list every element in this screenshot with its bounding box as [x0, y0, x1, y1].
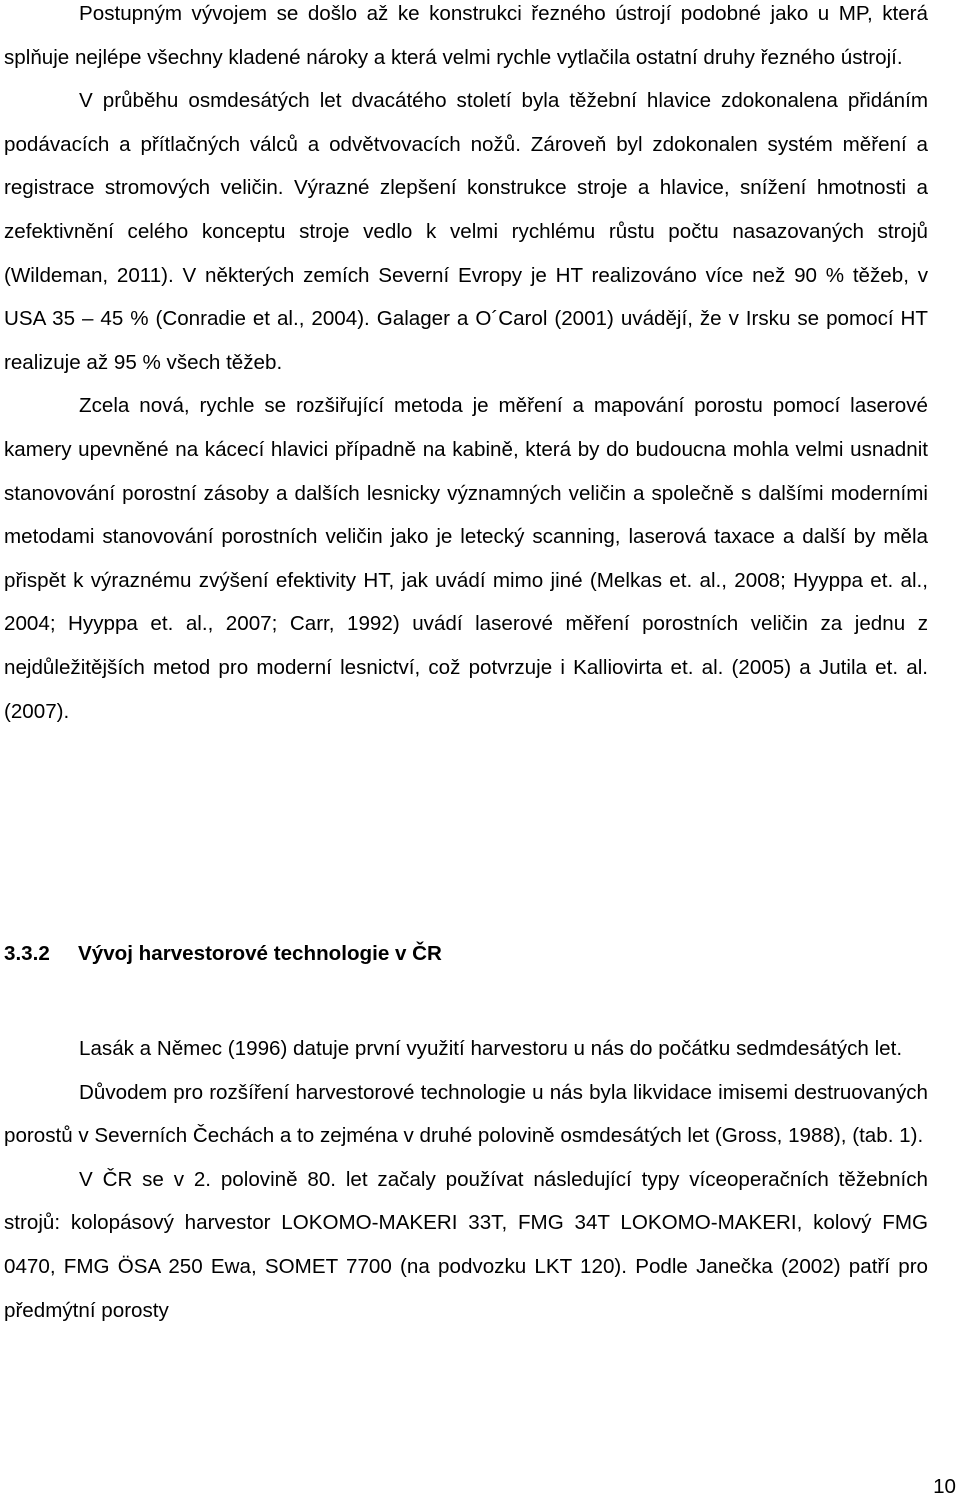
- body-text-bottom: [4, 1027, 928, 1332]
- paragraph-reason-expansion: Důvodem pro rozšíření harvestorové technologie u nás byla likvidace imisemi destruovaných porostů v Severních Čechách a to zejména v druhé polovině osmdesátých let (Gross, 1988), (tab. 1).: [4, 1080, 928, 1148]
- paragraph-first-harvester: Lasák a Němec (1996) datuje první využití harvestoru u nás do počátku sedmdesátých let.: [79, 1037, 903, 1060]
- paragraph-laser-measurement: Zcela nová, rychle se rozšiřující metoda je měření a mapování porostu pomocí laserové kamery upevněné na kácecí hlavici případně na kabině, která by do budoucna mohla velmi usnadnit stanovování porostní zásoby a dalších lesnicky významných veličin a společně s dalšími moderními metodami stanovování porostních veličin jako je letecký scanning, laserová taxace a další by měla přispět k výraznému zvýšení efektivity HT, jak uvádí mimo jiné (Melkas et. al., 2008; Hyyppa et. al., 2004; Hyyppa et. al., 2007; Carr, 1992) uvádí laserové měření porostních veličin za jednu z nejdůležitějších metod pro moderní lesnictví, což potvrzuje i Kalliovirta et. al. (2005) a Jutila et. al. (2007).: [4, 394, 928, 723]
- page-number: 10: [933, 1475, 956, 1498]
- body-text-top: [4, 0, 928, 733]
- section-number: 3.3.2: [4, 942, 50, 965]
- section-heading: [4, 937, 442, 971]
- paragraph-machine-types: V ČR se v 2. polovině 80. let začaly používat následující typy víceoperačních těžebních strojů: kolopásový harvestor LOKOMO-MAKERI 33T, FMG 34T LOKOMO-MAKERI, kolový FMG 0470, FMG ÖSA 250 Ewa, SOMET 7700 (na podvozku LKT 120). Podle Janečka (2002) patří pro předmýtní porosty: [4, 1167, 928, 1322]
- section-title: Vývoj harvestorové technologie v ČR: [78, 942, 442, 965]
- paragraph-cutting-device: Postupným vývojem se došlo až ke konstrukci řezného ústrojí podobné jako u MP, která splňuje nejlépe všechny kladené nároky a která velmi rychle vytlačila ostatní druhy řezného ústrojí.: [4, 2, 928, 69]
- paragraph-harvester-head-development: V průběhu osmdesátých let dvacátého století byla těžební hlavice zdokonalena přidáním podávacích a přítlačných válců a odvětvovacích nožů. Zároveň byl zdokonalen systém měření a registrace stromových veličin. Výrazné zlepšení konstrukce stroje a hlavice, snížení hmotnosti a zefektivnění celého konceptu stroje vedlo k velmi rychlému růstu počtu nasazovaných strojů (Wildeman, 2011). V některých zemích Severní Evropy je HT realizováno více než 90 % těžeb, v USA 35 – 45 % (Conradie et al., 2004). Galager a O´Carol (2001) uvádějí, že v Irsku se pomocí HT realizuje až 95 % všech těžeb.: [4, 89, 928, 374]
